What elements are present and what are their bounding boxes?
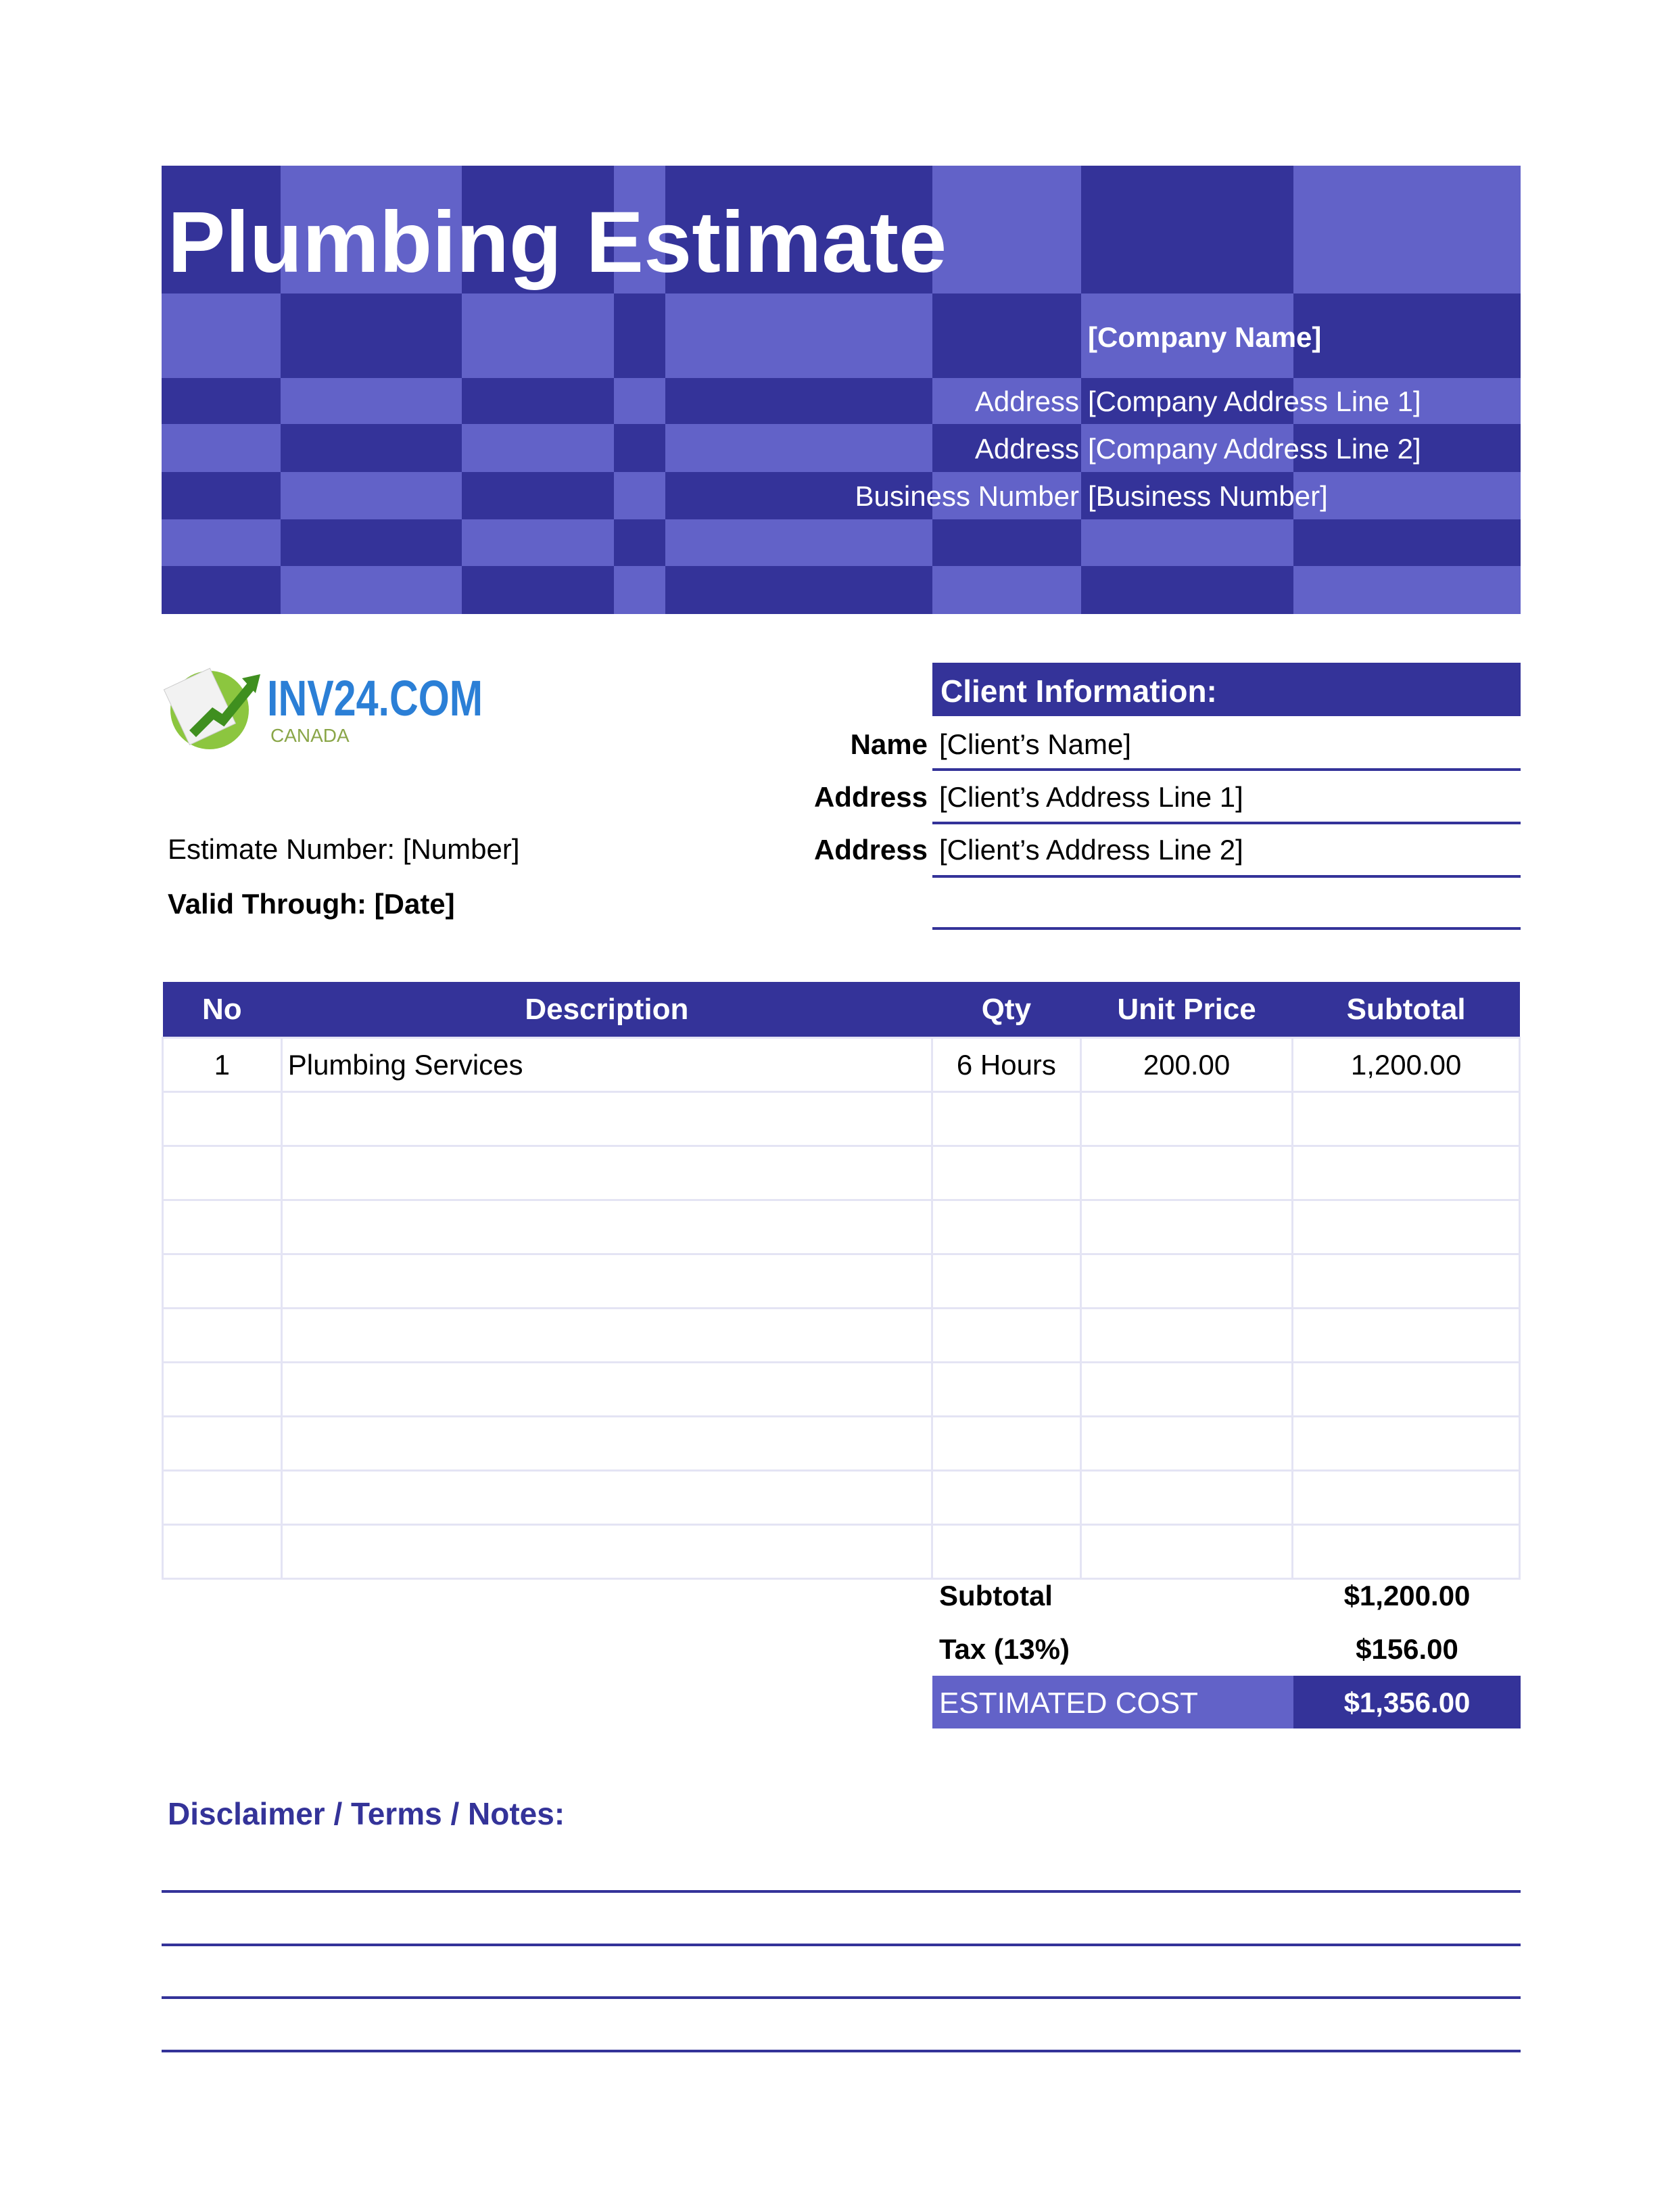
table-row: [163, 1525, 1520, 1579]
item-subtotal[interactable]: 1,200.00: [1293, 1038, 1520, 1092]
company-address-label-2: Address: [974, 433, 1079, 465]
banner-tile: [614, 293, 665, 378]
banner-tile: [614, 424, 665, 472]
item-subtotal[interactable]: [1293, 1309, 1520, 1363]
banner-tile: [665, 519, 932, 566]
banner-tile: [1081, 566, 1293, 614]
item-qty[interactable]: [932, 1309, 1081, 1363]
banner-tile: [462, 519, 614, 566]
item-no[interactable]: [163, 1417, 282, 1471]
banner-tile: [162, 472, 281, 519]
item-subtotal[interactable]: [1293, 1525, 1520, 1579]
item-qty[interactable]: [932, 1146, 1081, 1200]
item-qty[interactable]: [932, 1525, 1081, 1579]
estimated-cost-value: $1,356.00: [1343, 1687, 1471, 1718]
item-unit-price[interactable]: [1080, 1417, 1293, 1471]
item-description[interactable]: [281, 1417, 932, 1471]
banner-tile: [162, 566, 281, 614]
item-subtotal[interactable]: [1293, 1471, 1520, 1525]
banner-tile: [462, 472, 614, 519]
item-unit-price[interactable]: [1080, 1525, 1293, 1579]
item-unit-price[interactable]: [1080, 1092, 1293, 1146]
banner-tile: [614, 566, 665, 614]
company-address-label-1: Address: [974, 385, 1079, 417]
table-row: [163, 1146, 1520, 1200]
business-number-label: Business Number: [855, 480, 1079, 512]
item-subtotal[interactable]: [1293, 1363, 1520, 1417]
item-qty[interactable]: [932, 1471, 1081, 1525]
banner-tile: [1293, 566, 1521, 614]
item-description[interactable]: [281, 1254, 932, 1309]
item-no[interactable]: [163, 1363, 282, 1417]
banner-tile: [1293, 519, 1521, 566]
item-description[interactable]: [281, 1092, 932, 1146]
item-qty[interactable]: [932, 1363, 1081, 1417]
item-subtotal[interactable]: [1293, 1092, 1520, 1146]
banner-tile: [614, 519, 665, 566]
banner-tile: [162, 378, 281, 424]
table-row: [163, 1092, 1520, 1146]
item-description[interactable]: Plumbing Services: [281, 1038, 932, 1092]
estimated-cost-label-cell: [932, 1676, 1293, 1728]
banner-tile: [614, 472, 665, 519]
banner-tile: [1081, 519, 1293, 566]
banner-tile: [1081, 166, 1293, 293]
banner-tile: [462, 378, 614, 424]
client-address-line-1[interactable]: [Client’s Address Line 1]: [939, 781, 1243, 813]
item-no[interactable]: [163, 1309, 282, 1363]
banner-tile: [281, 472, 462, 519]
client-info-heading: Client Information:: [940, 674, 1217, 709]
client-info-header: [932, 663, 1521, 716]
item-description[interactable]: [281, 1525, 932, 1579]
item-description[interactable]: [281, 1471, 932, 1525]
client-address-label-1: Address: [813, 781, 928, 813]
subtotal-label: Subtotal: [939, 1580, 1053, 1611]
divider: [932, 927, 1521, 930]
item-description[interactable]: [281, 1200, 932, 1254]
banner-tile: [932, 166, 1081, 293]
notes-heading: Disclaimer / Terms / Notes:: [168, 1796, 565, 1831]
logo-brand: INV24.COM: [267, 670, 483, 726]
notes-line[interactable]: [162, 2050, 1521, 2052]
banner-tile: [932, 519, 1081, 566]
item-unit-price[interactable]: [1080, 1309, 1293, 1363]
header-description: Description: [281, 982, 932, 1038]
client-name-label: Name: [850, 728, 928, 760]
item-unit-price[interactable]: 200.00: [1080, 1038, 1293, 1092]
banner-tile: [932, 293, 1081, 378]
notes-line[interactable]: [162, 1890, 1521, 1893]
item-unit-price[interactable]: [1080, 1200, 1293, 1254]
banner-tile: [281, 293, 462, 378]
item-unit-price[interactable]: [1080, 1471, 1293, 1525]
banner-tile: [462, 424, 614, 472]
table-row: [163, 1417, 1520, 1471]
banner-tile: [665, 293, 932, 378]
item-qty[interactable]: [932, 1254, 1081, 1309]
item-no[interactable]: [163, 1254, 282, 1309]
logo-icon: [162, 659, 264, 751]
banner-tile: [932, 566, 1081, 614]
item-unit-price[interactable]: [1080, 1146, 1293, 1200]
estimated-cost-label: ESTIMATED COST: [939, 1687, 1198, 1720]
divider: [932, 822, 1521, 824]
banner-tile: [162, 424, 281, 472]
item-no[interactable]: [163, 1146, 282, 1200]
item-qty[interactable]: [932, 1200, 1081, 1254]
divider: [932, 875, 1521, 878]
table-row: [163, 1200, 1520, 1254]
notes-line[interactable]: [162, 1996, 1521, 1999]
company-address-line-1: [Company Address Line 1]: [1088, 385, 1421, 417]
item-unit-price[interactable]: [1080, 1254, 1293, 1309]
item-no[interactable]: [163, 1471, 282, 1525]
banner-tile: [614, 378, 665, 424]
banner-tile: [281, 566, 462, 614]
items-table: [162, 982, 1521, 1580]
item-no[interactable]: [163, 1525, 282, 1579]
item-subtotal[interactable]: [1293, 1146, 1520, 1200]
item-subtotal[interactable]: [1293, 1200, 1520, 1254]
header-subtotal: Subtotal: [1293, 982, 1520, 1038]
item-qty[interactable]: 6 Hours: [932, 1038, 1081, 1092]
header-no: No: [163, 982, 282, 1038]
item-qty[interactable]: [932, 1092, 1081, 1146]
tax-value: $156.00: [1356, 1633, 1458, 1665]
tax-label: Tax (13%): [939, 1633, 1070, 1665]
logo-sub: CANADA: [270, 725, 350, 746]
item-no[interactable]: [163, 1092, 282, 1146]
item-description[interactable]: [281, 1363, 932, 1417]
banner-tile: [665, 424, 932, 472]
item-qty[interactable]: [932, 1417, 1081, 1471]
item-description[interactable]: [281, 1146, 932, 1200]
banner-tile: [162, 519, 281, 566]
banner-tile: [1293, 166, 1521, 293]
banner-tile: [281, 424, 462, 472]
banner-tile: [665, 566, 932, 614]
banner-tile: [281, 378, 462, 424]
banner-tile: [462, 293, 614, 378]
table-row: [163, 1363, 1520, 1417]
valid-through: Valid Through: [Date]: [168, 888, 455, 920]
item-description[interactable]: [281, 1309, 932, 1363]
estimated-cost-value-cell: [1293, 1676, 1521, 1728]
business-number: [Business Number]: [1088, 480, 1328, 512]
client-name[interactable]: [Client’s Name]: [939, 728, 1131, 760]
item-subtotal[interactable]: [1293, 1254, 1520, 1309]
table-row: [163, 1471, 1520, 1525]
banner-tile: [162, 293, 281, 378]
item-subtotal[interactable]: [1293, 1417, 1520, 1471]
company-address-line-2: [Company Address Line 2]: [1088, 433, 1421, 465]
banner-tile: [281, 519, 462, 566]
table-header-row: [163, 982, 1520, 1038]
company-name: [Company Name]: [1088, 321, 1322, 353]
subtotal-value: $1,200.00: [1343, 1580, 1471, 1611]
banner-tile: [1293, 293, 1521, 378]
item-no[interactable]: 1: [163, 1038, 282, 1092]
table-row: [163, 1038, 1520, 1092]
banner-tile: [462, 566, 614, 614]
item-unit-price[interactable]: [1080, 1363, 1293, 1417]
table-row: [163, 1254, 1520, 1309]
client-address-label-2: Address: [813, 834, 928, 866]
divider: [932, 768, 1521, 771]
table-row: [163, 1309, 1520, 1363]
notes-line[interactable]: [162, 1944, 1521, 1946]
client-address-line-2[interactable]: [Client’s Address Line 2]: [939, 834, 1243, 866]
page-title: Plumbing Estimate: [168, 194, 947, 291]
header-qty: Qty: [932, 982, 1081, 1038]
header-unit-price: Unit Price: [1080, 982, 1293, 1038]
estimate-number: Estimate Number: [Number]: [168, 833, 520, 865]
banner-tile: [665, 378, 932, 424]
item-no[interactable]: [163, 1200, 282, 1254]
